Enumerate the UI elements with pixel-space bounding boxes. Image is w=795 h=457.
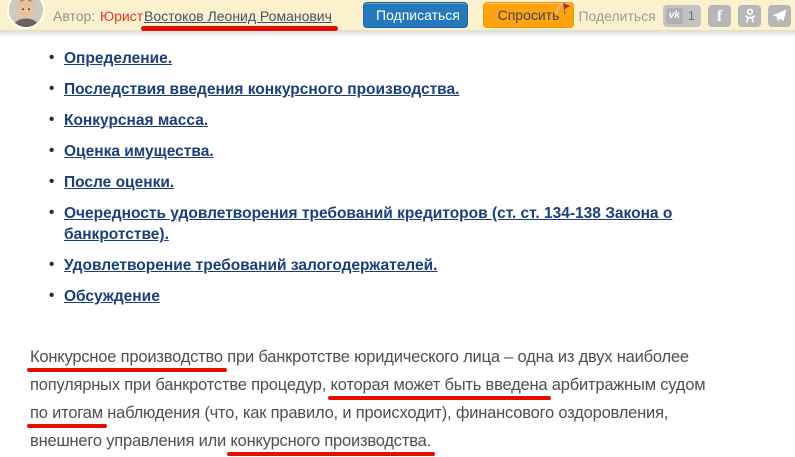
odnoklassniki-icon: [743, 8, 757, 23]
red-underlined-phrase: Конкурсное производство: [30, 345, 223, 369]
telegram-icon: [772, 9, 787, 23]
toc-link-consequences[interactable]: Последствия введения конкурсного производства.: [64, 81, 460, 98]
toc-link-creditor-priority[interactable]: Очередность удовлетворения требований кредиторов (ст. ст. 134-138 Закона о банкротстве).: [64, 205, 673, 243]
paragraph-text: при банкротстве юридического лица – одна из двух наиболее: [222, 348, 689, 366]
ask-button[interactable]: Спросить: [483, 2, 574, 28]
toc-item: [48, 250, 745, 281]
author-name-link[interactable]: Востоков Леонид Романович: [144, 8, 332, 24]
share-group: [555, 0, 791, 31]
share-label: Поделиться: [578, 7, 656, 24]
author-header-bar: [0, 0, 795, 31]
avatar-photo: [9, 0, 43, 27]
toc-item: [48, 198, 745, 250]
paragraph-text: наблюдения (что, как правило, и происходит), финансового оздоровления,: [102, 404, 669, 422]
table-of-contents: [0, 43, 795, 312]
paragraph-line: [30, 401, 767, 429]
paragraph-text: арбитражным судом: [547, 376, 706, 394]
telegram-share-button[interactable]: [768, 5, 791, 27]
author-role: Юрист: [100, 8, 144, 24]
author-label: Автор:: [53, 8, 96, 24]
paragraph-text: популярных при банкротстве процедур,: [30, 376, 331, 394]
toc-link-pledgee-claims[interactable]: Удовлетворение требований залогодержателей.: [64, 257, 438, 274]
paragraph-line: [30, 429, 767, 457]
paragraph-line: [30, 373, 767, 401]
toc-link-bankruptcy-estate[interactable]: Конкурсная масса.: [64, 112, 209, 129]
vk-share-button[interactable]: [663, 5, 701, 27]
paragraph-line: [30, 345, 767, 373]
odnoklassniki-share-button[interactable]: [738, 5, 761, 27]
vk-share-count: 1: [687, 8, 695, 23]
red-underlined-phrase: которая может быть введена: [331, 373, 548, 397]
toc-item: [48, 281, 745, 312]
toc-item: [48, 105, 745, 136]
red-underlined-phrase: по итогам: [30, 401, 103, 425]
red-underlined-phrase: конкурсного производства.: [230, 429, 431, 453]
paragraph-text: внешнего управления или: [30, 432, 231, 450]
facebook-share-button[interactable]: [708, 5, 731, 27]
toc-link-property-valuation[interactable]: Оценка имущества.: [64, 143, 214, 160]
header-divider: [0, 31, 795, 37]
avatar[interactable]: [7, 0, 45, 29]
article-paragraph: [30, 345, 767, 457]
toc-item: [48, 74, 745, 105]
facebook-icon: f: [716, 7, 723, 25]
subscribe-button[interactable]: Подписаться: [363, 2, 468, 28]
flag-icon: [555, 2, 571, 26]
toc-link-definition[interactable]: Определение.: [64, 50, 173, 67]
toc-link-after-valuation[interactable]: После оценки.: [64, 174, 175, 191]
vk-icon: vk: [666, 8, 683, 24]
toc-item: [48, 167, 745, 198]
toc-link-discussion[interactable]: Обсуждение: [64, 288, 160, 305]
toc-item: [48, 136, 745, 167]
toc-item: [48, 43, 745, 74]
